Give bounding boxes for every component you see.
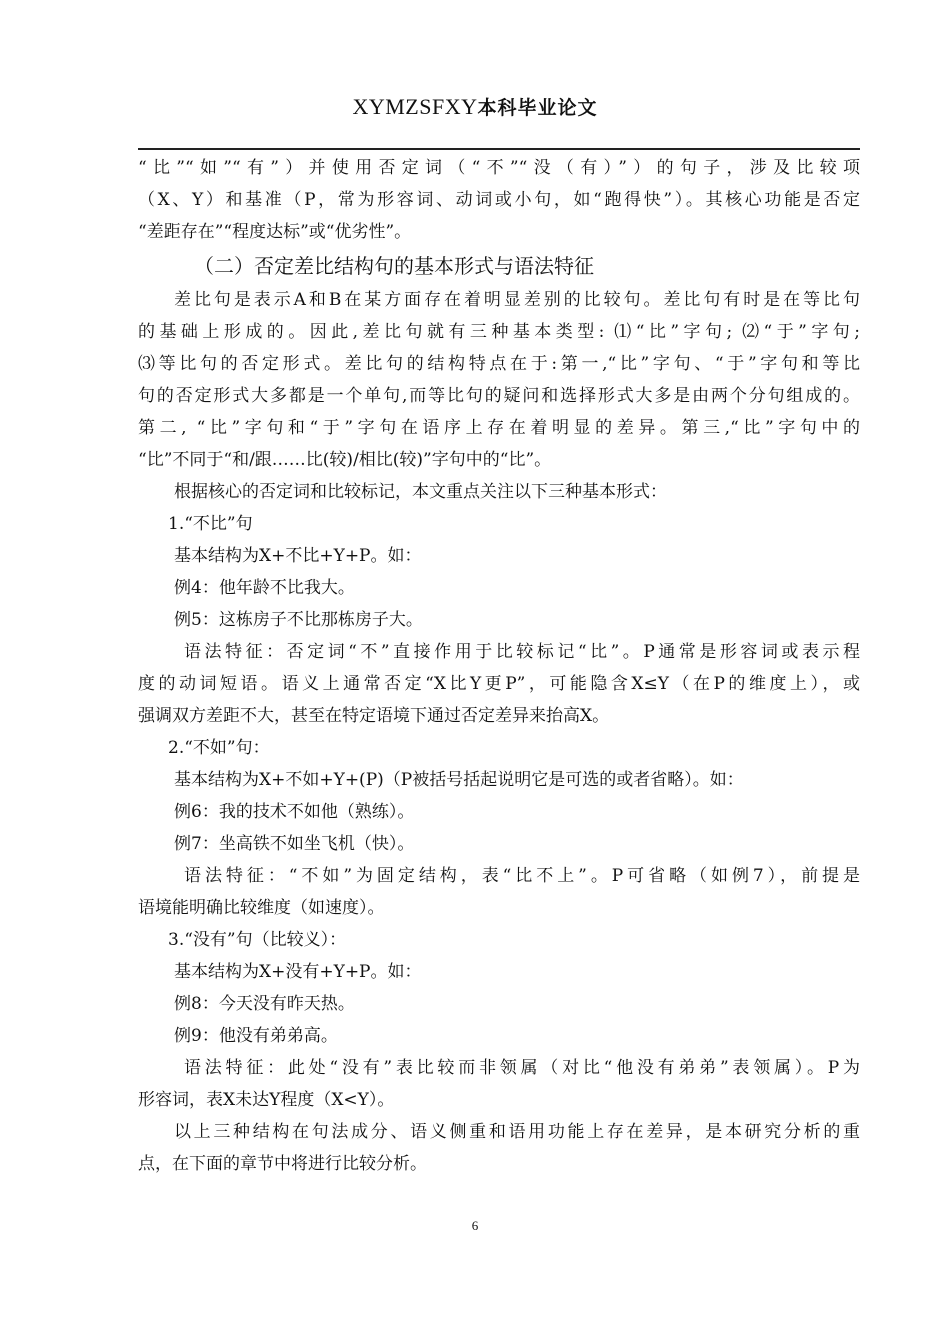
paragraph-line: 句的否定形式大多都是一个单句,而等比句的疑问和选择形式大多是由两个分句组成的。 bbox=[138, 386, 860, 406]
paragraph-line: 的基础上形成的。因此,差比句就有三种基本类型: ⑴“比”字句; ⑵“于”字句; bbox=[138, 322, 860, 342]
example-line: 例8：今天没有昨天热。 bbox=[174, 994, 355, 1014]
paragraph-line: 以上三种结构在句法成分、语义侧重和语用功能上存在差异，是本研究分析的重 bbox=[174, 1122, 860, 1142]
example-line: 例4：他年龄不比我大。 bbox=[174, 578, 355, 598]
example-line: 例5：这栋房子不比那栋房子大。 bbox=[174, 610, 423, 630]
paragraph-line: 根据核心的否定词和比较标记，本文重点关注以下三种基本形式： bbox=[174, 482, 667, 502]
paragraph-line: 基本结构为X+不如+Y+(P)（P被括号括起说明它是可选的或者省略）。如： bbox=[174, 770, 744, 790]
paragraph-line: 语法特征：“不如”为固定结构，表“比不上”。P可省略（如例7），前提是 bbox=[184, 866, 860, 886]
header-rule bbox=[138, 148, 860, 150]
list-heading: 2.“不如”句： bbox=[168, 738, 270, 758]
paragraph-line: 第二, “比”字句和“于”字句在语序上存在着明显的差异。第三,“比”字句中的 bbox=[138, 418, 860, 438]
paragraph-line: 度的动词短语。语义上通常否定“X比Y更P”，可能隐含X≤Y（在P的维度上），或 bbox=[138, 674, 860, 694]
paragraph-line: ⑶等比句的否定形式。差比句的结构特点在于:第一,“比”字句、“于”字句和等比 bbox=[138, 354, 860, 374]
paragraph-line: 差比句是表示A和B在某方面存在着明显差别的比较句。差比句有时是在等比句 bbox=[174, 290, 860, 310]
paragraph-line: 语法特征：否定词“不”直接作用于比较标记“比”。P通常是形容词或表示程 bbox=[184, 642, 860, 662]
list-heading: 3.“没有”句（比较义）： bbox=[168, 930, 347, 950]
example-line: 例6：我的技术不如他（熟练）。 bbox=[174, 802, 415, 822]
paragraph-line: “差距存在”“程度达标”或“优劣性”。 bbox=[138, 222, 412, 242]
paragraph-line: 强调双方差距不大，甚至在特定语境下通过否定差异来抬高X。 bbox=[138, 706, 610, 726]
header-code: XYMZSFXY bbox=[352, 94, 478, 119]
paragraph-line: 基本结构为X+没有+Y+P。如： bbox=[174, 962, 422, 982]
paragraph-line: 形容词，表X未达Y程度（X<Y）。 bbox=[138, 1090, 395, 1110]
paragraph-line: 语法特征：此处“没有”表比较而非领属（对比“他没有弟弟”表领属）。P为 bbox=[184, 1058, 860, 1078]
example-line: 例9：他没有弟弟高。 bbox=[174, 1026, 338, 1046]
paragraph-line: 基本结构为X+不比+Y+P。如： bbox=[174, 546, 422, 566]
section-heading: （二）否定差比结构句的基本形式与语法特征 bbox=[194, 254, 594, 278]
header-title: 本科毕业论文 bbox=[477, 97, 598, 119]
paragraph-line: “比”不同于“和/跟……比(较)/相比(较)”字句中的“比”。 bbox=[138, 450, 552, 470]
paragraph-line: （X、Y）和基准（P，常为形容词、动词或小句，如“跑得快”）。其核心功能是否定 bbox=[138, 190, 860, 210]
paragraph-line: 点，在下面的章节中将进行比较分析。 bbox=[138, 1154, 427, 1174]
example-line: 例7：坐高铁不如坐飞机（快）。 bbox=[174, 834, 415, 854]
paragraph-line: “比”“如”“有”）并使用否定词（“不”“没（有）”）的句子，涉及比较项 bbox=[138, 158, 860, 178]
body-text bbox=[138, 152, 860, 1180]
paragraph-line: 语境能明确比较维度（如速度）。 bbox=[138, 898, 385, 918]
list-heading: 1.“不比”句 bbox=[168, 514, 253, 534]
page-header bbox=[0, 93, 950, 120]
page-number: 6 bbox=[471, 1218, 479, 1233]
